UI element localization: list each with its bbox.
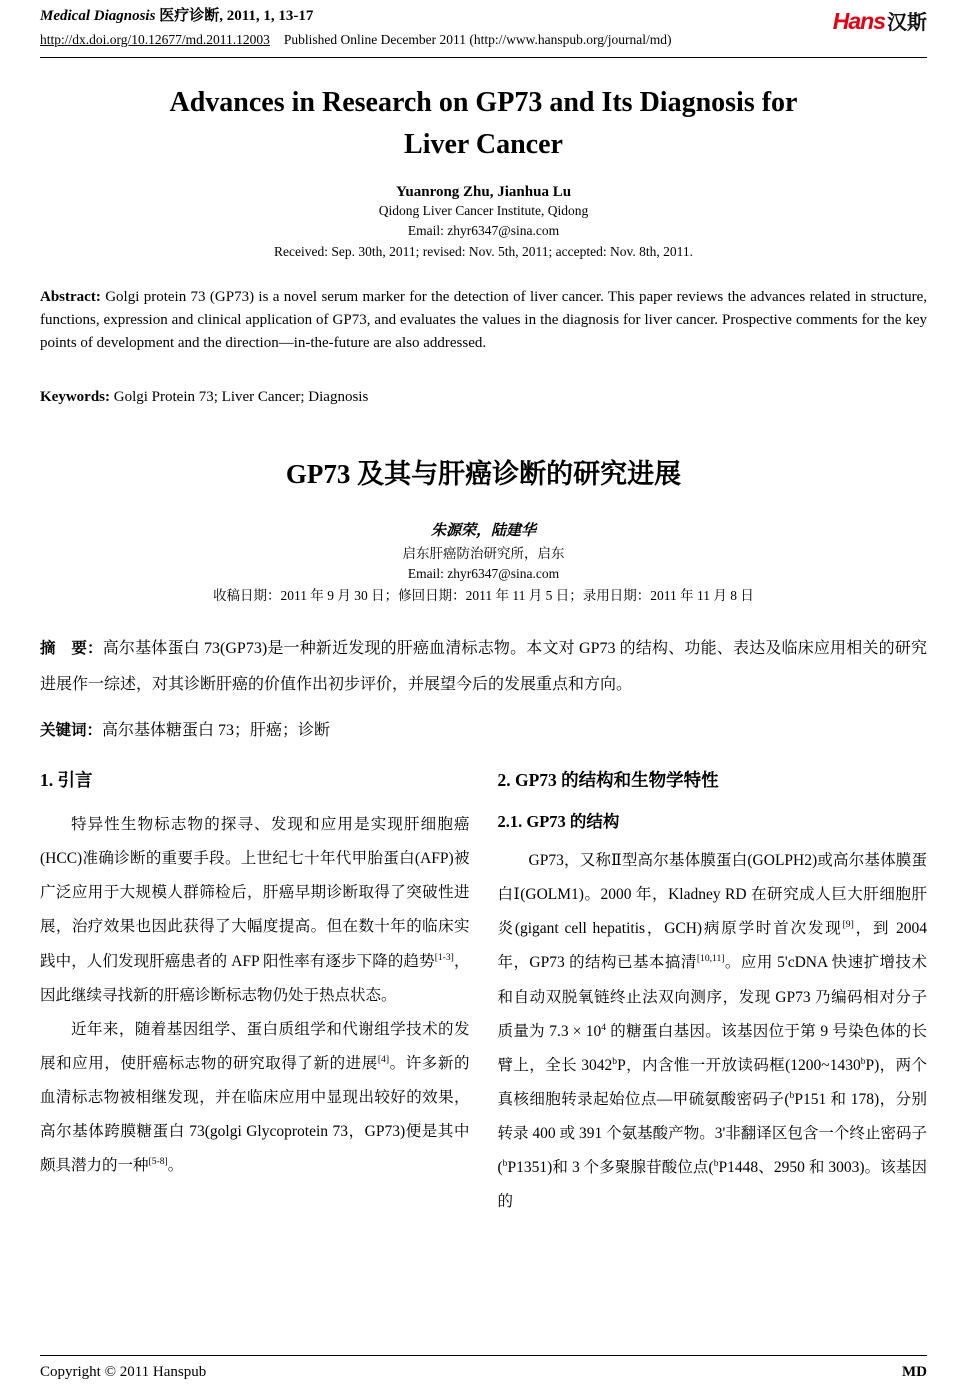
paragraph-text: P，内含惟一开放读码框(1200~1430 <box>617 1056 861 1074</box>
title-line-2: Liver Cancer <box>404 129 563 160</box>
journal-title-english: Medical Diagnosis <box>40 8 156 24</box>
authors-english: Yuanrong Zhu, Jianhua Lu <box>395 184 572 200</box>
affiliation-english: Qidong Liver Cancer Institute, Qidong <box>378 203 589 218</box>
title-line-1: Advances in Research on GP73 and Its Diagnosis for <box>169 87 798 118</box>
abstract-chinese <box>40 631 927 703</box>
section-1-heading: 1. 引言 <box>40 770 93 791</box>
received-dates-english: Received: Sep. 30th, 2011; revised: Nov. 5th, 2011; accepted: Nov. 8th, 2011. <box>274 244 693 260</box>
superscript-b: b <box>789 1089 795 1101</box>
exponent-4: 4 <box>601 1021 607 1033</box>
keywords-text-chinese: 高尔基体糖蛋白 73；肝癌；诊断 <box>102 722 331 740</box>
author-block-chinese <box>40 519 927 605</box>
paragraph-text: 。 <box>167 1157 184 1175</box>
keywords-label-english: Keywords: <box>40 389 110 406</box>
keywords-text-english: Golgi Protein 73; Liver Cancer; Diagnosis <box>113 389 369 406</box>
article-title-chinese: GP73 及其与肝癌诊断的研究进展 <box>285 459 682 490</box>
paragraph-text: P1448、2950 和 3003)。该基因的 <box>497 1158 927 1211</box>
reference-4: [4] <box>377 1053 390 1065</box>
section-2-heading: 2. GP73 的结构和生物学特性 <box>497 770 719 791</box>
right-column <box>498 767 928 1219</box>
paragraph-text: GP73，又称Ⅱ型高尔基体膜蛋白(GOLPH2)或高尔基体膜蛋白Ⅰ(GOLM1)。2000 年，Kladney RD 在研究成人巨大肝细胞肝炎(gigant cell hepatitis，GCH)病原学时首次发现 <box>497 852 927 938</box>
paragraph-text: 。许多新的血清标志物被相继发现，并在临床应用中显现出较好的效果，高尔基体跨膜糖蛋白 73(golgi Glycoprotein 73，GP73)便是其中颇具潜力的一种 <box>40 1054 470 1175</box>
superscript-b: b <box>612 1055 618 1067</box>
paragraph-text: 。应用 5'cDNA 快速扩增技术和自动双脱氧链终止法双向测序，发现 GP73 乃编码相对分子质量为 7.3 × 10 <box>497 954 927 1040</box>
abstract-text-english: Golgi protein 73 (GP73) is a novel serum marker for the detection of liver cancer. This paper reviews the advances related in structure, functions, expression and clinical application of GP73, and evaluates the values in the diagnosis for liver cancer. Prospective comments for the key points of development and the direction—in-the-future are also addressed. <box>40 288 928 352</box>
copyright-text: Copyright © 2011 Hanspub <box>40 1364 207 1380</box>
keywords-english <box>40 389 927 406</box>
email-chinese: Email: zhyr6347@sina.com <box>407 566 560 581</box>
left-column <box>40 767 470 1219</box>
abstract-english <box>40 286 927 356</box>
superscript-b: b <box>502 1157 508 1169</box>
superscript-b: b <box>713 1157 719 1169</box>
hans-logo-chinese: 汉斯 <box>887 12 927 34</box>
page-footer <box>40 1355 927 1381</box>
paragraph-text: P)，两个真核细胞转录起始位点—甲硫氨酸密码子( <box>497 1056 927 1108</box>
published-online-text: Published Online December 2011 (http://www.hanspub.org/journal/md) <box>283 31 672 47</box>
journal-title-chinese: 医疗诊断 <box>155 8 220 24</box>
reference-10-11: [10,11] <box>696 953 725 965</box>
paragraph-text: 特异性生物标志物的探寻、发现和应用是实现肝细胞癌(HCC)准确诊断的重要手段。上世纪七十年代甲胎蛋白(AFP)被广泛应用于大规模人群筛检后，肝癌早期诊断取得了突破性进展，治疗效果也因此获得了大幅度提高。但在数十年的临床实践中，人们发现肝癌患者的 AFP 阳性率有逐步下降的趋势 <box>40 816 470 970</box>
article-title-english <box>40 82 927 166</box>
paragraph-text: ，因此继续寻找新的肝癌诊断标志物仍处于热点状态。 <box>40 952 470 1004</box>
journal-issue-info: , 2011, 1, 13-17 <box>219 8 314 24</box>
reference-5-8: [5-8] <box>148 1155 168 1167</box>
affiliation-chinese: 启东肝癌防治研究所，启东 <box>402 546 565 562</box>
abstract-text-chinese: 高尔基体蛋白 73(GP73)是一种新近发现的肝癌血清标志物。本文对 GP73 的结构、功能、表达及临床应用相关的研究进展作一综述，对其诊断肝癌的价值作出初步评价，并展望今后的发展重点和方向。 <box>40 640 927 694</box>
journal-doi-line <box>40 30 927 50</box>
paragraph-text: ，到 2004 年，GP73 的结构已基本搞清 <box>497 920 927 972</box>
keywords-label-chinese: 关键词： <box>40 722 103 740</box>
received-dates-chinese: 收稿日期：2011 年 9 月 30 日；修回日期：2011 年 11 月 5 日；录用日期：2011 年 11 月 8 日 <box>213 587 754 603</box>
body-columns <box>40 767 927 1219</box>
paragraph-text: 的糖蛋白基因。该基因位于第 9 号染色体的长臂上，全长 3042 <box>497 1022 927 1074</box>
journal-citation <box>40 6 927 28</box>
keywords-chinese <box>40 715 927 747</box>
reference-9: [9] <box>842 919 854 931</box>
author-block-english <box>40 184 927 262</box>
reference-1-3: [1-3] <box>434 951 454 963</box>
section-1-paragraph-1 <box>40 808 470 1013</box>
superscript-b: b <box>860 1055 866 1067</box>
header-divider <box>40 57 927 58</box>
authors-chinese: 朱源荣，陆建华 <box>430 523 536 540</box>
email-english: Email: zhyr6347@sina.com <box>407 222 560 238</box>
abstract-label-chinese: 摘 要： <box>40 640 103 658</box>
paragraph-text: P151 和 178)，分别转录 400 或 391 个氨基酸产物。3'非翻译区包含一个终止密码子( <box>497 1090 927 1176</box>
journal-header <box>40 6 927 58</box>
doi-link[interactable]: http://dx.doi.org/10.12677/md.2011.12003 <box>40 31 270 47</box>
section-2-1-subheading: 2.1. GP73 的结构 <box>497 812 620 832</box>
paragraph-text: 近年来，随着基因组学、蛋白质组学和代谢组学技术的发展和应用，使肝癌标志物的研究取得了新的进展 <box>40 1020 470 1072</box>
journal-abbreviation: MD <box>902 1364 927 1380</box>
abstract-label-english: Abstract: <box>40 288 101 305</box>
section-1-paragraph-2 <box>40 1013 470 1183</box>
hans-publisher-logo <box>833 6 927 35</box>
section-2-paragraph-1 <box>498 844 928 1219</box>
paragraph-text: P1351)和 3 个多聚腺苷酸位点( <box>507 1158 714 1176</box>
hans-logo-text: Hans <box>832 8 885 34</box>
